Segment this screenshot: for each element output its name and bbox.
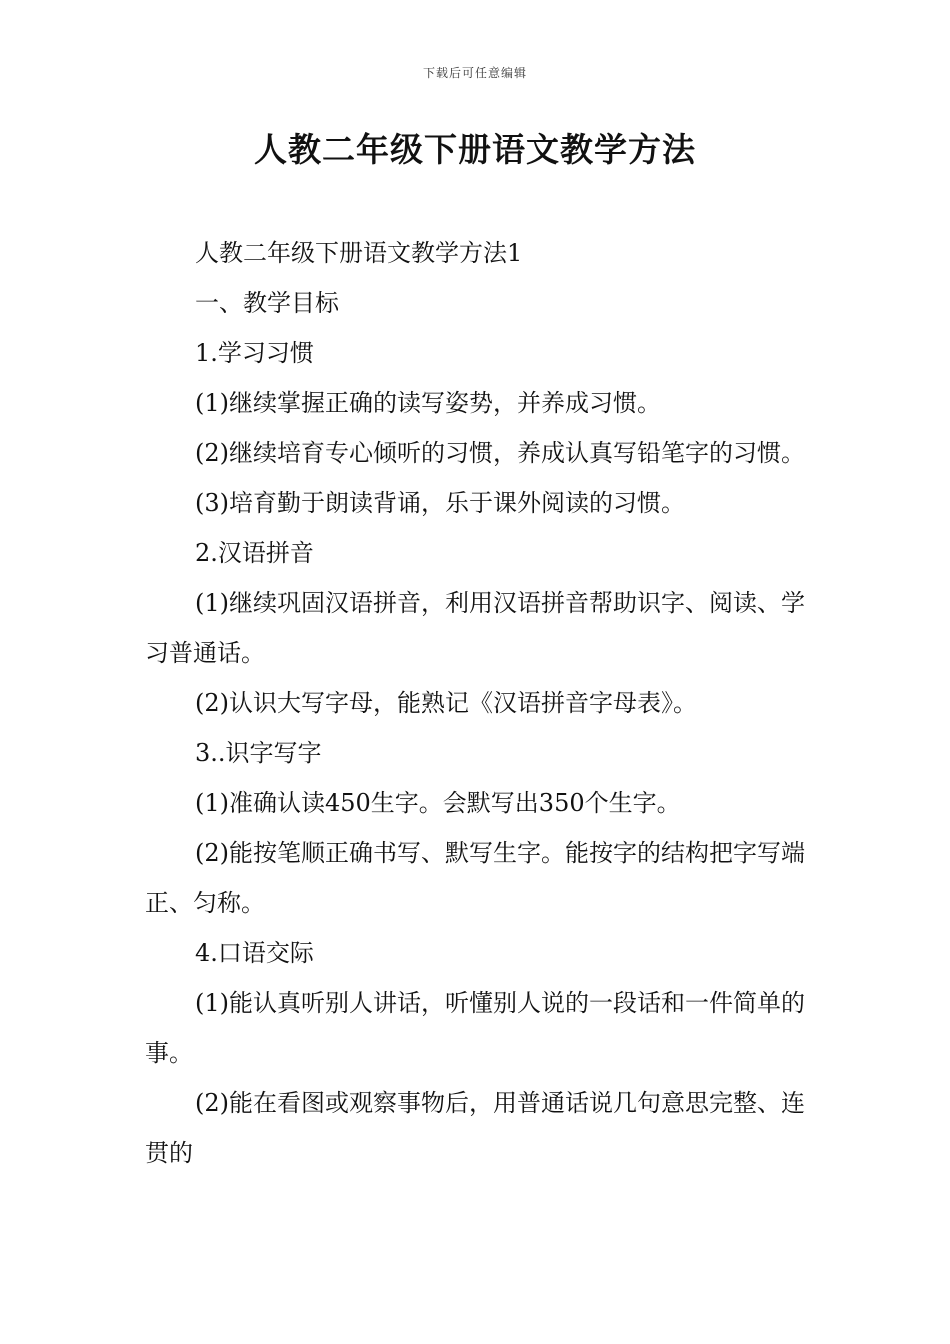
list-heading: 4.口语交际 [195, 939, 314, 967]
list-item: (2)能在看图或观察事物后，用普通话说几句意思完整、连贯的 [145, 1089, 805, 1167]
subsection-heading: 一、教学目标 [195, 289, 339, 317]
list-item: (1)继续巩固汉语拼音，利用汉语拼音帮助识字、阅读、学习普通话。 [145, 589, 805, 667]
document-body [145, 228, 810, 1178]
list-item: (3)培育勤于朗读背诵，乐于课外阅读的习惯。 [195, 489, 685, 517]
list-heading: 3..识字写字 [195, 739, 322, 767]
list-item: (1)继续掌握正确的读写姿势，并养成习惯。 [195, 389, 661, 417]
list-item: (1)准确认读450生字。会默写出350个生字。 [195, 789, 681, 817]
section-heading: 人教二年级下册语文教学方法1 [195, 239, 523, 267]
document-title: 人教二年级下册语文教学方法 [254, 130, 696, 169]
list-heading: 1.学习习惯 [195, 339, 314, 367]
list-item: (2)能按笔顺正确书写、默写生字。能按字的结构把字写端正、匀称。 [145, 839, 805, 917]
list-item: (2)继续培育专心倾听的习惯，养成认真写铅笔字的习惯。 [195, 439, 805, 467]
list-item: (1)能认真听别人讲话，听懂别人说的一段话和一件简单的事。 [145, 989, 805, 1067]
list-heading: 2.汉语拼音 [195, 539, 314, 567]
header-note: 下载后可任意编辑 [422, 66, 527, 80]
list-item: (2)认识大写字母，能熟记《汉语拼音字母表》。 [195, 689, 697, 717]
